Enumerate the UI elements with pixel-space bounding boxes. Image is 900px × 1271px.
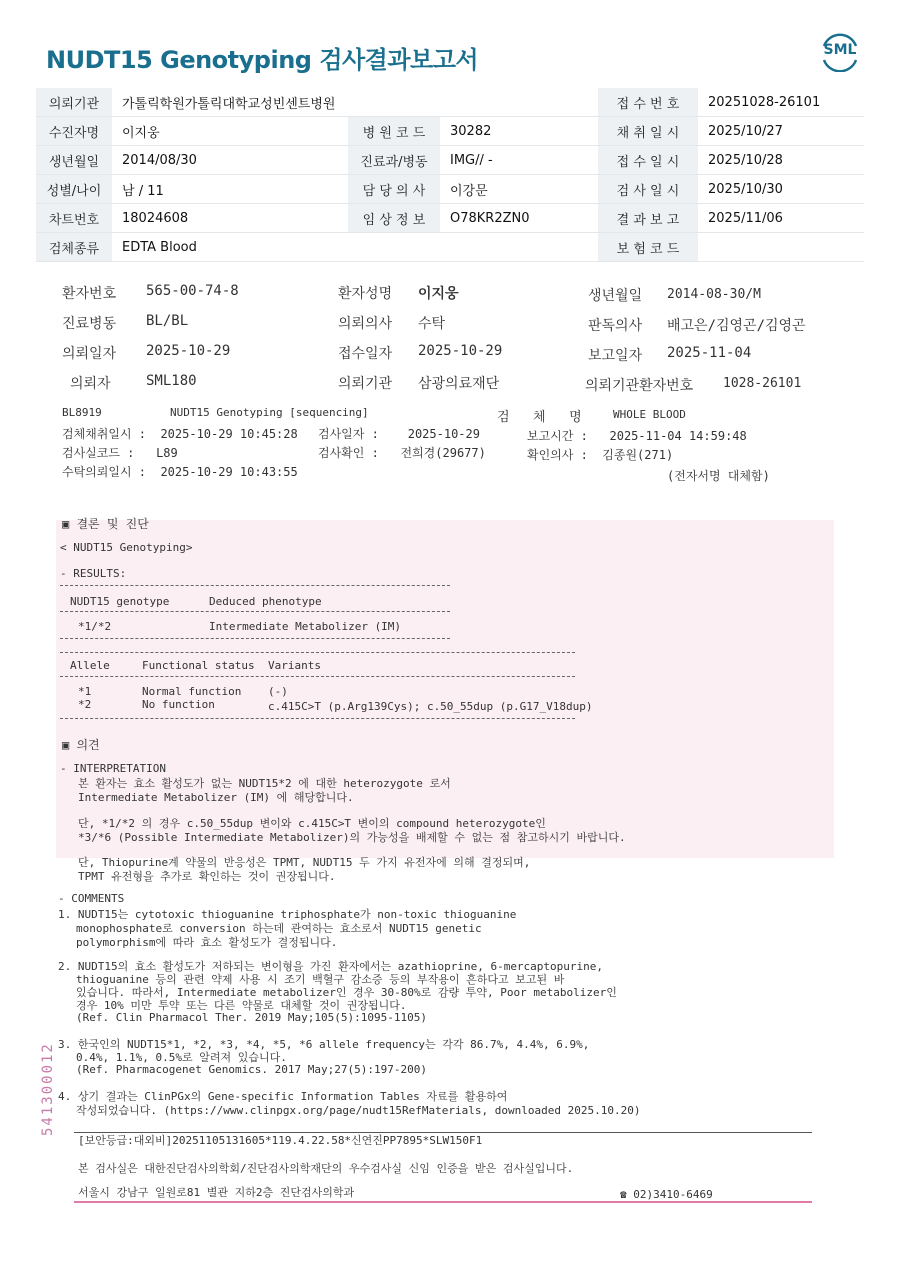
info-label: 진료과/병동 — [348, 146, 440, 175]
conclusion-heading: ▣ 결론 및 진단 — [62, 517, 149, 531]
info-label: 검 사 일 시 — [598, 175, 698, 204]
collect-time: 검체채취일시 : 2025-10-29 10:45:28 — [62, 427, 298, 441]
interp-line: 단, Thiopurine계 약물의 반응성은 TPMT, NUDT15 두 가지 유전자에 의해 결정되며, — [78, 856, 531, 869]
comment-line: 0.4%, 1.1%, 0.5%로 알려져 있습니다. — [76, 1051, 287, 1064]
divider — [60, 718, 575, 719]
th-variants: Variants — [268, 659, 321, 672]
info-label: 검체종류 — [36, 233, 112, 262]
phenotype-value: Intermediate Metabolizer (IM) — [209, 620, 402, 633]
th-allele: Allele — [70, 659, 110, 672]
info-label: 채 취 일 시 — [598, 117, 698, 146]
info-row — [36, 233, 864, 262]
report-label: 보고일자 — [588, 348, 643, 364]
info-value: EDTA Blood — [112, 233, 598, 262]
comment-line: 경우 10% 미만 투약 또는 다른 약물로 대체할 것이 권장됩니다. — [76, 999, 407, 1012]
interp-line: *3/*6 (Possible Intermediate Metabolizer)의 가능성을 배제할 수 없는 점 참고하시기 바랍니다. — [78, 831, 626, 844]
info-value — [698, 233, 864, 262]
certification: 본 검사실은 대한진단검사의학회/진단검사의학재단의 우수검사실 신임 인증을 받은 검사실입니다. — [78, 1162, 574, 1175]
info-label: 담 당 의 사 — [348, 175, 440, 204]
info-value: 18024608 — [112, 204, 348, 233]
comment-line: monophosphate로 conversion 하는데 관여하는 효소로서 NUDT15 genetic — [76, 922, 482, 935]
opinion-heading: ▣ 의견 — [62, 738, 100, 752]
comment-line: polymorphism에 따라 효소 활성도가 결정됩니다. — [76, 936, 338, 949]
info-label: 생년월일 — [36, 146, 112, 175]
divider — [60, 585, 450, 586]
info-label: 임 상 정 보 — [348, 204, 440, 233]
lab-address: 서울시 강남구 일원로81 별관 지하2층 진단검사의학과 — [78, 1186, 355, 1199]
instno-label: 의뢰기관환자번호 — [585, 378, 694, 394]
info-value: 30282 — [440, 117, 598, 146]
interp-line: TPMT 유전형을 추가로 확인하는 것이 권장됩니다. — [78, 870, 336, 883]
row1-variants: (-) — [268, 685, 288, 698]
confirm: 검사확인 : 전희경(29677) — [318, 446, 486, 460]
doctor-label: 의뢰의사 — [338, 316, 393, 332]
th-status: Functional status — [142, 659, 255, 672]
lab-code: 검사실코드 : L89 — [62, 446, 178, 460]
info-row — [36, 88, 864, 117]
ward-label: 진료병동 — [62, 316, 117, 332]
patient-no-label: 환자번호 — [62, 286, 117, 302]
patient-name: 이지웅 — [418, 286, 459, 302]
col-genotype: NUDT15 genotype — [70, 595, 170, 608]
e-signature: (전자서명 대체함) — [667, 469, 770, 483]
info-row — [36, 204, 864, 233]
inst-label: 의뢰기관 — [338, 376, 393, 392]
specimen: WHOLE BLOOD — [613, 408, 686, 421]
info-label: 수진자명 — [36, 117, 112, 146]
sml-logo — [818, 32, 862, 72]
info-label: 결 과 보 고 — [598, 204, 698, 233]
divider — [60, 652, 575, 653]
security-line: [보안등급:대외비]20251105131605*119.4.22.58*신연진PP7895*SLW150F1 — [78, 1134, 483, 1147]
scanned-report — [0, 270, 900, 1271]
info-value: 가톨릭학원가톨릭대학교성빈센트병원 — [112, 88, 598, 117]
comment-line: (Ref. Pharmacogenet Genomics. 2017 May;27(5):197-200) — [76, 1063, 427, 1076]
vertical-stamp-number: 541300012 — [40, 1042, 56, 1136]
info-value: O78KR2ZN0 — [440, 204, 598, 233]
info-label: 보 험 코 드 — [598, 233, 698, 262]
info-value: 2025/10/28 — [698, 146, 864, 175]
info-value: 남 / 11 — [112, 175, 348, 204]
info-value: 2025/11/06 — [698, 204, 864, 233]
info-label: 차트번호 — [36, 204, 112, 233]
exam-date: 검사일자 : 2025-10-29 — [318, 427, 480, 441]
patient-no: 565-00-74-8 — [146, 283, 239, 299]
interp-line: Intermediate Metabolizer (IM) 에 해당합니다. — [78, 791, 354, 804]
entrust-time: 수탁의뢰일시 : 2025-10-29 10:43:55 — [62, 465, 298, 479]
requester-label: 의뢰자 — [70, 376, 111, 392]
genotype-value: *1/*2 — [78, 620, 112, 633]
interp-line: 본 환자는 효소 활성도가 없는 NUDT15*2 에 대한 heterozygote 로서 — [78, 777, 451, 790]
info-table — [36, 88, 864, 262]
info-label: 병 원 코 드 — [348, 117, 440, 146]
comment-line: 3. 한국인의 NUDT15*1, *2, *3, *4, *5, *6 allele frequency는 각각 86.7%, 4.4%, 6.9%, — [58, 1038, 590, 1051]
row2-allele: *2 — [78, 698, 92, 711]
row1-status: Normal function — [142, 685, 242, 698]
instno: 1028-26101 — [723, 376, 802, 391]
info-value: 이강문 — [440, 175, 598, 204]
info-row — [36, 175, 864, 204]
comment-line: 있습니다. 따라서, Intermediate metabolizer인 경우 30-80%로 감량 투약, Poor metabolizer인 — [76, 986, 617, 999]
info-value: 2025/10/30 — [698, 175, 864, 204]
info-label: 접 수 번 호 — [598, 88, 698, 117]
footer-rule-pink — [74, 1201, 812, 1203]
comments-heading: - COMMENTS — [58, 892, 125, 905]
recv-date: 2025-10-29 — [418, 343, 503, 359]
doctor: 수탁 — [418, 316, 446, 332]
interp-label: - INTERPRETATION — [60, 762, 166, 775]
inst: 삼광의료재단 — [418, 376, 500, 392]
row2-status: No function — [142, 698, 215, 711]
info-value: 2014/08/30 — [112, 146, 348, 175]
logo-text: SML — [823, 42, 857, 58]
divider — [60, 638, 450, 639]
lab-phone: ☎ 02)3410-6469 — [620, 1188, 713, 1201]
info-label: 성별/나이 — [36, 175, 112, 204]
divider — [60, 676, 575, 677]
approver: 확인의사 : 김종원(271) — [527, 448, 674, 462]
row2-variants: c.415C>T (p.Arg139Cys); c.50_55dup (p.G17_V18dup) — [268, 700, 593, 713]
report-date: 2025-11-04 — [667, 345, 752, 361]
info-row — [36, 117, 864, 146]
results-label: - RESULTS: — [60, 567, 127, 580]
info-row — [36, 146, 864, 175]
info-label: 접 수 일 시 — [598, 146, 698, 175]
patient-dob: 2014-08-30/M — [667, 287, 761, 302]
divider — [60, 611, 450, 612]
comment-line: (Ref. Clin Pharmacol Ther. 2019 May;105(5):1095-1105) — [76, 1011, 427, 1024]
reader-label: 판독의사 — [588, 318, 643, 334]
comment-line: 2. NUDT15의 효소 활성도가 저하되는 변이형을 가진 환자에서는 azathioprine, 6-mercaptopurine, — [58, 960, 604, 973]
specimen-label: 검 체 명 — [497, 410, 582, 425]
comment-line: 1. NUDT15는 cytotoxic thioguanine triphosphate가 non-toxic thioguanine — [58, 908, 517, 921]
interp-line: 단, *1/*2 의 경우 c.50_55dup 변이와 c.415C>T 변이의 compound heterozygote인 — [78, 817, 546, 830]
info-value: 이지웅 — [112, 117, 348, 146]
ward: BL/BL — [146, 313, 189, 329]
info-value: 20251028-26101 — [698, 88, 864, 117]
reader: 배고은/김영곤/김영곤 — [667, 318, 806, 334]
comment-line: thioguanine 등의 관련 약제 사용 시 조기 백혈구 감소증 등의 부작용이 흔하다고 보고된 바 — [76, 973, 565, 986]
page-title: NUDT15 Genotyping 검사결과보고서 — [46, 46, 479, 74]
patient-dob-label: 생년월일 — [588, 288, 643, 304]
req-label: 의뢰일자 — [62, 346, 117, 362]
row1-allele: *1 — [78, 685, 92, 698]
req-date: 2025-10-29 — [146, 343, 231, 359]
test-name: NUDT15 Genotyping [sequencing] — [170, 406, 369, 419]
report-time: 보고시간 : 2025-11-04 14:59:48 — [527, 429, 747, 443]
info-value: 2025/10/27 — [698, 117, 864, 146]
comment-line: 4. 상기 결과는 ClinPGx의 Gene-specific Information Tables 자료를 활용하여 — [58, 1090, 508, 1103]
test-code: BL8919 — [62, 406, 102, 419]
requester: SML180 — [146, 373, 197, 389]
recv-label: 접수일자 — [338, 346, 393, 362]
conclusion-sub: < NUDT15 Genotyping> — [60, 541, 193, 554]
comment-line: 작성되었습니다. (https://www.clinpgx.org/page/nudt15RefMaterials, downloaded 2025.10.20) — [76, 1104, 641, 1117]
col-phenotype: Deduced phenotype — [209, 595, 322, 608]
info-value: IMG// - — [440, 146, 598, 175]
info-label: 의뢰기관 — [36, 88, 112, 117]
patient-name-label: 환자성명 — [338, 286, 393, 302]
